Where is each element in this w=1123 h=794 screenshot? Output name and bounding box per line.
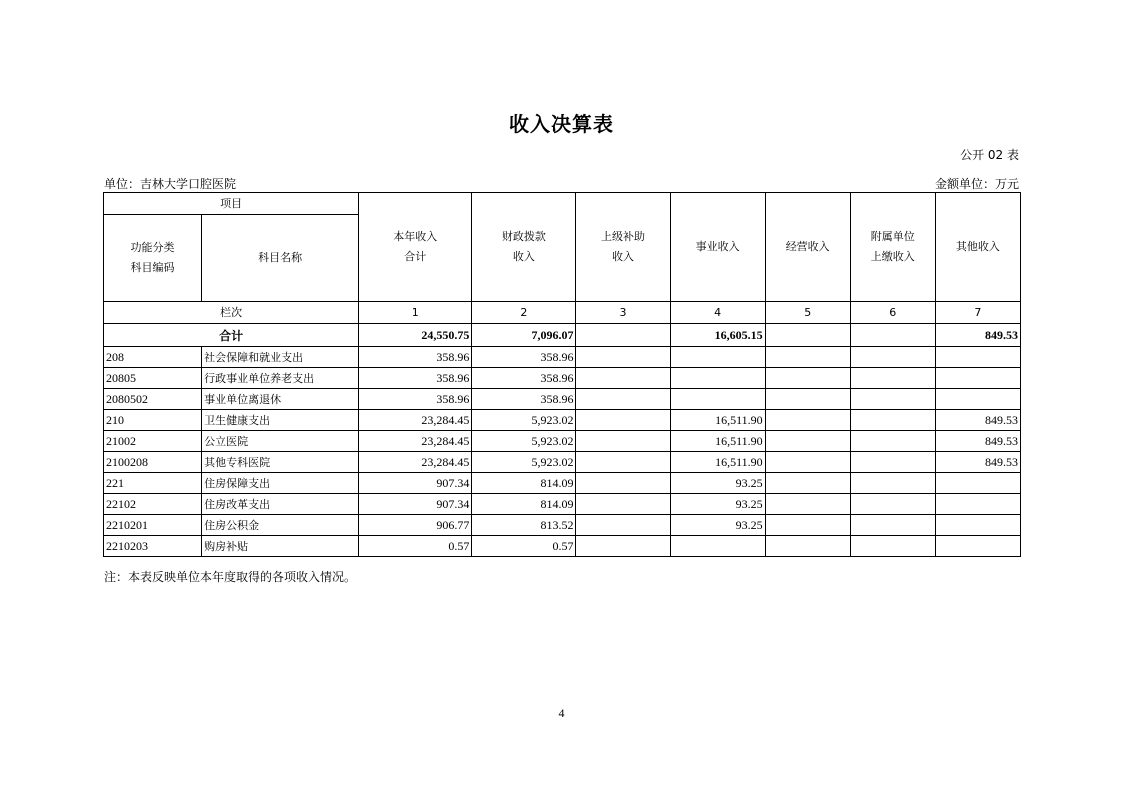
row-value: 5,923.02 bbox=[472, 410, 576, 431]
row-subject-name: 住房保障支出 bbox=[202, 473, 359, 494]
header-col3-line2: 收入 bbox=[612, 250, 635, 263]
row-value bbox=[765, 347, 850, 368]
row-value bbox=[576, 410, 670, 431]
row-subject-name: 行政事业单位养老支出 bbox=[202, 368, 359, 389]
row-subject-name: 公立医院 bbox=[202, 431, 359, 452]
table-row bbox=[104, 347, 1021, 368]
header-col1-line1: 本年收入 bbox=[393, 230, 438, 243]
unit-label: 单位：吉林大学口腔医院 bbox=[104, 177, 237, 191]
row-value bbox=[935, 473, 1020, 494]
row-value: 93.25 bbox=[670, 473, 765, 494]
row-value bbox=[850, 536, 935, 557]
row-value: 358.96 bbox=[472, 347, 576, 368]
row-value bbox=[850, 452, 935, 473]
header-func-code-line2: 科目编码 bbox=[130, 261, 175, 274]
total-value: 16,605.15 bbox=[670, 324, 765, 347]
form-number: 公开 02 表 bbox=[960, 148, 1019, 162]
row-subject-name: 购房补贴 bbox=[202, 536, 359, 557]
row-value bbox=[850, 494, 935, 515]
column-number: 2 bbox=[472, 302, 576, 324]
total-value bbox=[765, 324, 850, 347]
row-subject-name: 住房公积金 bbox=[202, 515, 359, 536]
row-subject-name: 其他专科医院 bbox=[202, 452, 359, 473]
row-subject-name: 事业单位离退休 bbox=[202, 389, 359, 410]
header-col3-line1: 上级补助 bbox=[601, 230, 646, 243]
row-value: 93.25 bbox=[670, 494, 765, 515]
column-number: 6 bbox=[850, 302, 935, 324]
page-number: 4 bbox=[558, 706, 565, 720]
row-value bbox=[935, 368, 1020, 389]
column-index-label: 栏次 bbox=[104, 302, 359, 324]
row-value: 358.96 bbox=[472, 389, 576, 410]
row-value: 849.53 bbox=[935, 452, 1020, 473]
header-col6 bbox=[850, 193, 935, 302]
row-value bbox=[850, 473, 935, 494]
row-value bbox=[576, 473, 670, 494]
header-func-code-line1: 功能分类 bbox=[130, 241, 175, 254]
row-value: 5,923.02 bbox=[472, 452, 576, 473]
header-col7: 其他收入 bbox=[935, 193, 1020, 302]
table-note: 注：本表反映单位本年度取得的各项收入情况。 bbox=[104, 570, 357, 584]
row-value: 814.09 bbox=[472, 494, 576, 515]
header-col2 bbox=[472, 193, 576, 302]
row-value: 23,284.45 bbox=[359, 410, 472, 431]
row-value: 16,511.90 bbox=[670, 410, 765, 431]
table-row bbox=[104, 452, 1021, 473]
row-value bbox=[765, 431, 850, 452]
header-col4: 事业收入 bbox=[670, 193, 765, 302]
total-value: 849.53 bbox=[935, 324, 1020, 347]
row-value: 23,284.45 bbox=[359, 431, 472, 452]
table-row bbox=[104, 515, 1021, 536]
row-value bbox=[670, 347, 765, 368]
column-number: 1 bbox=[359, 302, 472, 324]
row-value: 907.34 bbox=[359, 494, 472, 515]
row-value bbox=[850, 431, 935, 452]
row-value: 16,511.90 bbox=[670, 452, 765, 473]
column-number: 4 bbox=[670, 302, 765, 324]
header-col1-line2: 合计 bbox=[404, 250, 427, 263]
row-value bbox=[765, 515, 850, 536]
row-code: 21002 bbox=[104, 431, 202, 452]
row-code: 2210201 bbox=[104, 515, 202, 536]
row-value: 907.34 bbox=[359, 473, 472, 494]
total-value bbox=[576, 324, 670, 347]
column-number: 3 bbox=[576, 302, 670, 324]
row-value: 0.57 bbox=[359, 536, 472, 557]
row-value bbox=[670, 536, 765, 557]
row-value bbox=[765, 452, 850, 473]
row-subject-name: 社会保障和就业支出 bbox=[202, 347, 359, 368]
row-value: 23,284.45 bbox=[359, 452, 472, 473]
header-col6-line1: 附属单位 bbox=[870, 230, 915, 243]
table-row bbox=[104, 536, 1021, 557]
header-col5: 经营收入 bbox=[765, 193, 850, 302]
row-value bbox=[576, 452, 670, 473]
row-code: 210 bbox=[104, 410, 202, 431]
row-value bbox=[850, 515, 935, 536]
row-value: 849.53 bbox=[935, 410, 1020, 431]
row-subject-name: 住房改革支出 bbox=[202, 494, 359, 515]
row-value bbox=[765, 494, 850, 515]
row-value: 358.96 bbox=[359, 368, 472, 389]
row-value: 16,511.90 bbox=[670, 431, 765, 452]
header-col1 bbox=[359, 193, 472, 302]
table-row bbox=[104, 431, 1021, 452]
row-code: 22102 bbox=[104, 494, 202, 515]
row-value bbox=[576, 515, 670, 536]
header-col2-line1: 财政拨款 bbox=[501, 230, 546, 243]
row-value: 813.52 bbox=[472, 515, 576, 536]
row-value bbox=[576, 368, 670, 389]
row-value: 5,923.02 bbox=[472, 431, 576, 452]
row-value bbox=[576, 389, 670, 410]
header-subject-name: 科目名称 bbox=[202, 215, 359, 302]
row-value: 0.57 bbox=[472, 536, 576, 557]
row-code: 2210203 bbox=[104, 536, 202, 557]
column-number: 7 bbox=[935, 302, 1020, 324]
header-func-code bbox=[104, 215, 202, 302]
table-row bbox=[104, 473, 1021, 494]
row-value bbox=[850, 368, 935, 389]
row-value bbox=[576, 347, 670, 368]
row-code: 2100208 bbox=[104, 452, 202, 473]
amount-unit-label: 金额单位：万元 bbox=[934, 177, 1019, 191]
row-value: 93.25 bbox=[670, 515, 765, 536]
header-col6-line2: 上缴收入 bbox=[870, 250, 915, 263]
table-row bbox=[104, 494, 1021, 515]
row-value bbox=[670, 368, 765, 389]
total-value: 7,096.07 bbox=[472, 324, 576, 347]
header-col2-line2: 收入 bbox=[512, 250, 535, 263]
total-row bbox=[104, 324, 1021, 347]
table-row bbox=[104, 410, 1021, 431]
row-value bbox=[576, 431, 670, 452]
row-value bbox=[670, 389, 765, 410]
row-code: 20805 bbox=[104, 368, 202, 389]
row-value bbox=[765, 389, 850, 410]
row-value bbox=[576, 494, 670, 515]
total-label: 合计 bbox=[104, 324, 359, 347]
page-title: 收入决算表 bbox=[509, 112, 614, 136]
row-value bbox=[935, 389, 1020, 410]
row-value: 814.09 bbox=[472, 473, 576, 494]
row-code: 208 bbox=[104, 347, 202, 368]
table-row bbox=[104, 389, 1021, 410]
row-value bbox=[765, 536, 850, 557]
row-value: 849.53 bbox=[935, 431, 1020, 452]
header-col3 bbox=[576, 193, 670, 302]
row-value bbox=[765, 368, 850, 389]
row-value bbox=[850, 389, 935, 410]
row-value bbox=[765, 410, 850, 431]
row-value: 906.77 bbox=[359, 515, 472, 536]
row-value: 358.96 bbox=[472, 368, 576, 389]
row-code: 2080502 bbox=[104, 389, 202, 410]
row-value: 358.96 bbox=[359, 389, 472, 410]
row-value bbox=[576, 536, 670, 557]
total-value bbox=[850, 324, 935, 347]
row-value bbox=[765, 473, 850, 494]
row-value bbox=[935, 347, 1020, 368]
income-table bbox=[103, 192, 1021, 557]
table-row bbox=[104, 368, 1021, 389]
row-value: 358.96 bbox=[359, 347, 472, 368]
row-code: 221 bbox=[104, 473, 202, 494]
total-value: 24,550.75 bbox=[359, 324, 472, 347]
row-value bbox=[935, 494, 1020, 515]
row-value bbox=[850, 410, 935, 431]
row-value bbox=[935, 536, 1020, 557]
row-subject-name: 卫生健康支出 bbox=[202, 410, 359, 431]
header-project: 项目 bbox=[104, 193, 359, 215]
row-value bbox=[935, 515, 1020, 536]
row-value bbox=[850, 347, 935, 368]
column-number: 5 bbox=[765, 302, 850, 324]
